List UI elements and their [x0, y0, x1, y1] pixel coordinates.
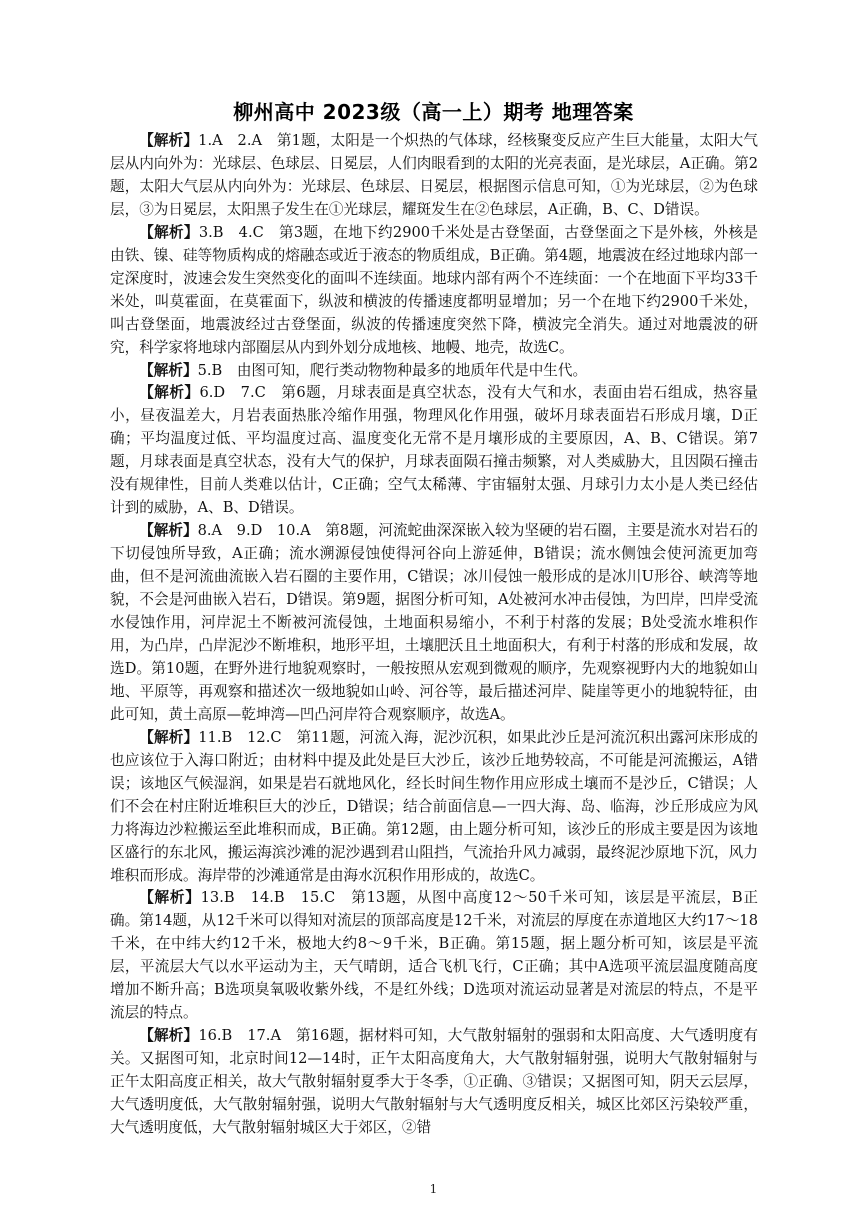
answer-text: 5.B 由图可知，爬行类动物物种最多的地质年代是中生代。	[197, 361, 588, 379]
page-title: 柳州高中 2023级（高一上）期考 地理答案	[233, 100, 634, 124]
page-number: 1	[429, 1182, 438, 1196]
analysis-tag: 【解析】	[139, 361, 198, 379]
answer-text: 11.B 12.C 第11题，河流入海，泥沙沉积，如果此沙丘是河流沉积出露河床形成的也应该位于入海口附近；由材料中提及此处是巨大沙丘，该沙丘地势较高，不可能是河流搬运，A错误；该地区气候湿润，如果是岩石就地风化，经长时间生物作用应形成土壤而不是沙丘，C错误；人们不会在村庄附近堆积巨大的沙丘，D错误；结合前面信息—一四大海、岛、临海，沙丘形成应为风力将海边沙粒搬运至此堆积而成，B正确。第12题，由上题分析可知，该沙丘的形成主要是因为该地区盛行的东北风，搬运海滨沙滩的泥沙遇到君山阻挡，气流抬升风力减弱，最终泥沙原地下沉，风力堆积而形成。海岸带的沙滩通常是由海水沉积作用形成的，故选C。	[110, 728, 758, 884]
answer-text: 13.B 14.B 15.C 第13题，从图中高度12～50千米可知，该层是平流层，B正确。第14题，从12千米可以得知对流层的顶部高度是12千米，对流层的厚度在赤道地区大约17～18千米，在中纬大约12千米，极地大约8～9千米，B正确。第15题，据上题分析可知，该层是平流层，平流层大气以水平运动为主，天气晴朗，适合飞机飞行，C正确；其中A选项平流层温度随高度增加不断升高；B选项臭氧吸收紫外线，不是红外线；D选项对流运动显著是对流层的特点，不是平流层的特点。	[110, 889, 758, 1022]
answer-text: 16.B 17.A 第16题，据材料可知，大气散射辐射的强弱和太阳高度、大气透明度有关。又据图可知，北京时间12—14时，正午太阳高度角大，大气散射辐射强，说明大气散射辐射与正午太阳高度正相关，故大气散射辐射夏季大于冬季，①正确、③错误；又据图可知，阴天云层厚，大气透明度低，大气散射辐射强，说明大气散射辐射与大气透明度反相关，城区比郊区污染较严重，大气透明度低，大气散射辐射城区大于郊区，②错	[110, 1027, 758, 1136]
analysis-tag: 【解析】	[139, 728, 199, 746]
analysis-tag: 【解析】	[139, 522, 198, 540]
analysis-tag: 【解析】	[139, 1027, 199, 1045]
answer-paragraph-3	[110, 360, 758, 383]
answer-body	[110, 130, 758, 1140]
answer-text: 8.A 9.D 10.A 第8题，河流蛇曲深深嵌入较为坚硬的岩石圈，主要是流水对岩石的下切侵蚀所导致，A正确；流水溯源侵蚀使得河谷向上游延伸，B错误；流水侧蚀会使河流更加弯曲，但不是河流曲流嵌入岩石圈的主要作用，C错误；冰川侵蚀一般形成的是冰川U形谷、峡湾等地貌，不会是河曲嵌入岩石，D错误。第9题，据图分析可知，A处被河水冲击侵蚀，为凹岸，凹岸受流水侵蚀作用，河岸泥土不断被河流侵蚀，土地面积易缩小，不利于村落的发展；B处受流水堆积作用，为凸岸，凸岸泥沙不断堆积，地形平坦，土壤肥沃且土地面积大，有利于村落的形成和发展，故选D。第10题，在野外进行地貌观察时，一般按照从宏观到微观的顺序，先观察视野内大的地貌如山地、平原等，再观察和描述次一级地貌如山岭、河谷等，最后描述河岸、陡崖等更小的地貌特征，由此可知，黄土高原—乾坤湾—凹凸河岸符合观察顺序，故选A。	[110, 522, 758, 723]
answer-paragraph-8	[110, 1025, 758, 1140]
answer-paragraph-6	[110, 727, 758, 888]
answer-paragraph-7	[110, 887, 758, 1025]
answer-text: 6.D 7.C 第6题，月球表面是真空状态，没有大气和水，表面由岩石组成，热容量小，昼夜温差大，月岩表面热胀冷缩作用强，物理风化作用强，破坏月球表面岩石形成月壤，D正确；平均温度过低、平均温度过高、温度变化无常不是月壤形成的主要原因，A、B、C错误。第7题，月球表面是真空状态，没有大气的保护，月球表面陨石撞击频繁，对人类威胁大，且因陨石撞击没有规律性，目前人类难以估计，C正确；空气太稀薄、宇宙辐射太强、月球引力太小是人类已经估计到的威胁，A、B、D错误。	[110, 384, 758, 517]
analysis-tag: 【解析】	[139, 384, 200, 402]
analysis-tag: 【解析】	[139, 223, 199, 241]
answer-paragraph-2	[110, 222, 758, 360]
answer-text: 3.B 4.C 第3题，在地下约2900千米处是古登堡面，古登堡面之下是外核，外核是由铁、镍、硅等物质构成的熔融态或近于液态的物质组成，B正确。第4题，地震波在经过地球内部一定深度时，波速会发生突然变化的面叫不连续面。地球内部有两个不连续面：一个在地面下平均33千米处，叫莫霍面，在莫霍面下，纵波和横波的传播速度都明显增加；另一个在地下约2900千米处，叫古登堡面，地震波经过古登堡面，纵波的传播速度突然下降，横波完全消失。通过对地震波的研究，科学家将地球内部圈层从内到外划分成地核、地幔、地壳，故选C。	[110, 223, 758, 356]
answer-paragraph-1	[110, 130, 758, 222]
analysis-tag: 【解析】	[139, 889, 201, 907]
answer-text: 1.A 2.A 第1题，太阳是一个炽热的气体球，经核聚变反应产生巨大能量，太阳大气层从内向外为：光球层、色球层、日冕层，人们肉眼看到的太阳的光亮表面，是光球层，A正确。第2题，太阳大气层从内向外为：光球层、色球层、日冕层，根据图示信息可知，①为光球层，②为色球层，③为日冕层，太阳黑子发生在①光球层，耀斑发生在②色球层，A正确，B、C、D错误。	[110, 132, 758, 218]
answer-paragraph-5	[110, 520, 758, 727]
answer-paragraph-4	[110, 382, 758, 520]
analysis-tag: 【解析】	[139, 132, 199, 149]
